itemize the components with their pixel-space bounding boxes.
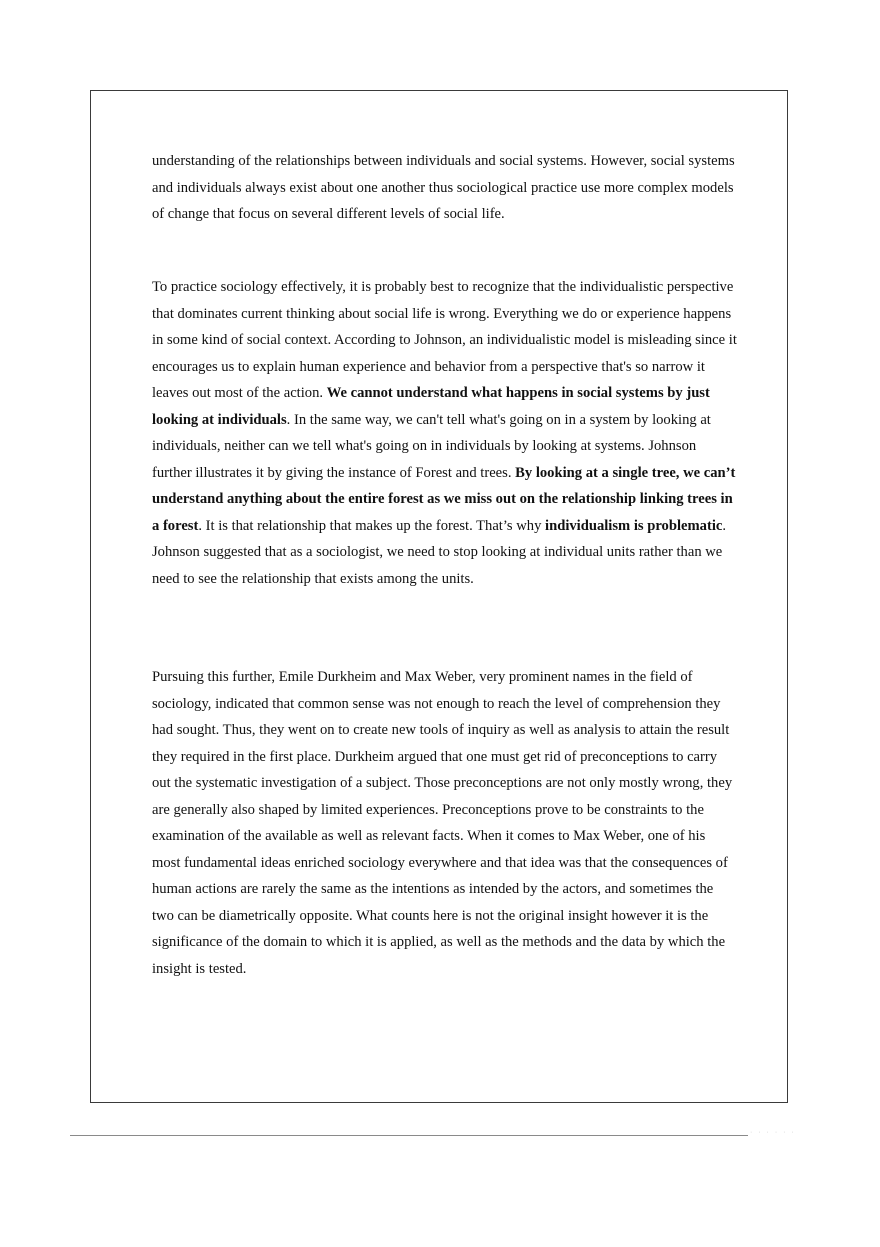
paragraph-3: [152, 664, 737, 982]
paragraph-1: [152, 148, 737, 228]
paragraph-2-bold-1: We cannot understand what happens in social systems by just looking at individuals: [152, 385, 710, 428]
paragraph-2: [152, 274, 737, 592]
footer-rule: [70, 1135, 748, 1136]
paragraph-2-segment-4: . Johnson suggested that as a sociologist, we need to stop looking at individual units rather than we need to see the relationship that exists among the units.: [152, 517, 727, 587]
paragraph-2-bold-3: individualism is problematic: [545, 517, 723, 534]
paragraph-1-text: understanding of the relationships between individuals and social systems. However, social systems and individuals always exist about one another thus sociological practice use more complex models of change that focus on several different levels of social life.: [152, 153, 735, 222]
paragraph-2-segment-1: To practice sociology effectively, it is probably best to recognize that the individualistic perspective that dominates current thinking about social life is wrong. Everything we do or experience happens in some kind of social context. According to Johnson, an individualistic model is misleading since it encourages us to explain human experience and behavior from a perspective that's so narrow it leaves out most of the action.: [152, 279, 737, 401]
paragraph-3-text: Pursuing this further, Emile Durkheim and Max Weber, very prominent names in the field of sociology, indicated that common sense was not enough to reach the level of comprehension they had sought. Thus, they went on to create new tools of inquiry as well as analysis to attain the result they required in the first place. Durkheim argued that one must get rid of preconceptions to carry out the systematic investigation of a subject. Those preconceptions are not only mostly wrong, they are generally also shaped by limited experiences. Preconceptions prove to be constraints to the examination of the available as well as relevant facts. When it comes to Max Weber, one of his most fundamental ideas enriched sociology everywhere and that idea was that the consequences of human actions are rarely the same as the intentions as intended by the actors, and sometimes the two can be diametrically opposite. What counts here is not the original insight however it is the significance of the domain to which it is applied, as well as the methods and the data by which the insight is tested.: [152, 669, 733, 977]
paragraph-2-segment-3: . It is that relationship that makes up the forest. That’s why: [198, 517, 546, 534]
footer-mark: · · · · · ·: [750, 1129, 796, 1136]
paragraph-2-bold-2: By looking at a single tree, we can’t understand anything about the entire forest as we miss out on the relationship linking trees in a forest: [152, 464, 736, 534]
paragraph-2-segment-2: . In the same way, we can't tell what's going on in a system by looking at individuals, neither can we tell what's going on in individuals by looking at systems. Johnson further illustrates it by giving the instance of Forest and trees.: [152, 411, 711, 481]
